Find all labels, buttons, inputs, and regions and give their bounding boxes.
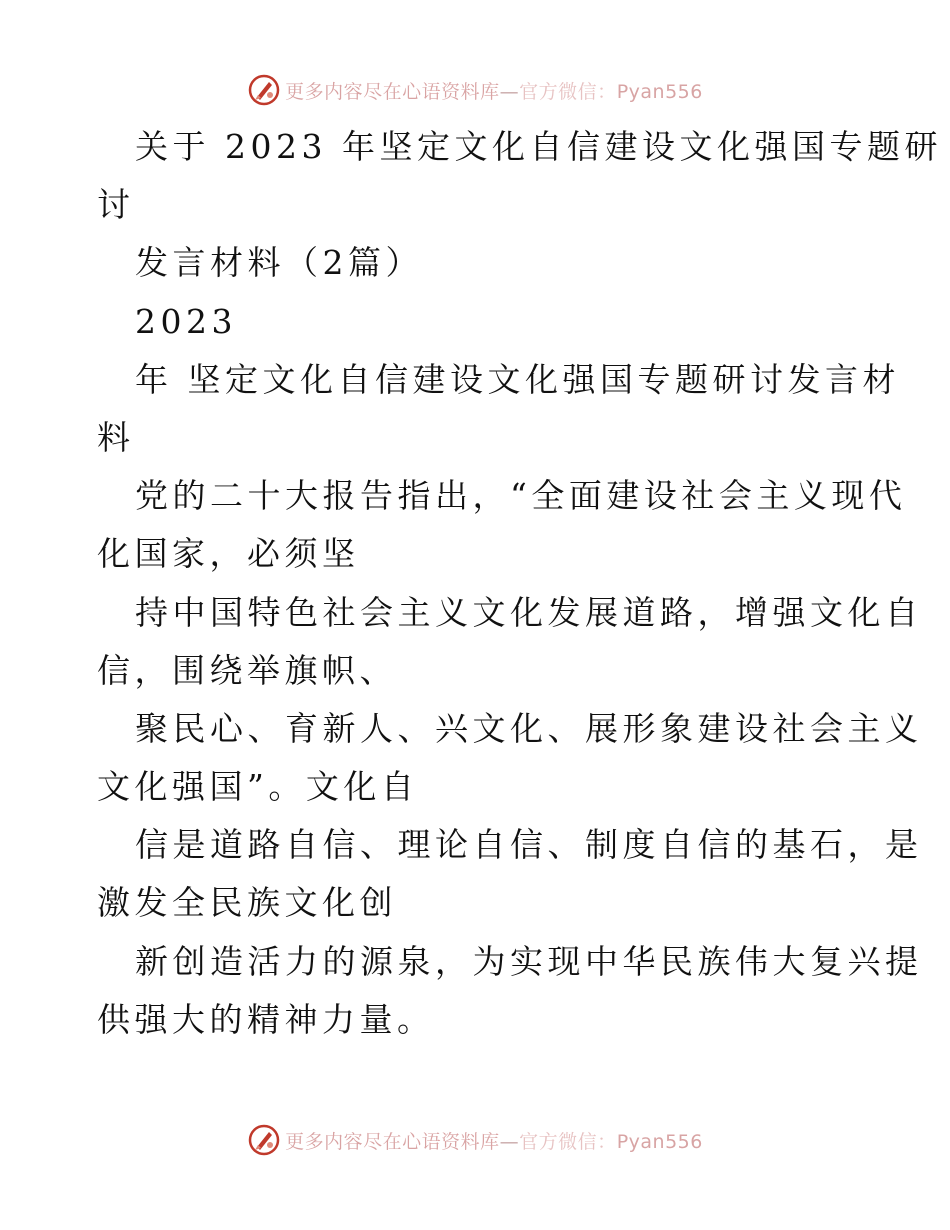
paragraph-line: 信是道路自信、理论自信、制度自信的基石，是 — [135, 825, 923, 865]
title-line-3: 发言材料（2篇） — [135, 243, 423, 283]
paragraph-line: 激发全民族文化创 — [97, 883, 397, 923]
watermark-wechat-id: Pyan556 — [616, 1130, 703, 1153]
paragraph-line: 文化强国”。文化自 — [97, 767, 419, 807]
paragraph-line: 新创造活力的源泉，为实现中华民族伟大复兴提 — [135, 941, 923, 981]
watermark-separator: — — [499, 1130, 520, 1153]
library-logo-icon — [247, 1123, 281, 1157]
watermark-wechat-label: 官方微信： — [519, 80, 617, 103]
watermark-main: 更多内容尽在心语资料库 — [285, 80, 500, 103]
paragraph-line: 信，围绕举旗帜、 — [97, 650, 397, 690]
watermark-main: 更多内容尽在心语资料库 — [285, 1130, 500, 1153]
paragraph-line: 党的二十大报告指出，“全面建设社会主义现代 — [135, 476, 907, 516]
paragraph-line: 供强大的精神力量。 — [97, 999, 435, 1039]
watermark-wechat-label: 官方微信： — [519, 1130, 617, 1153]
header-watermark — [0, 70, 950, 110]
watermark-separator: — — [499, 80, 520, 103]
watermark-wechat-id: Pyan556 — [616, 80, 703, 103]
watermark-text — [285, 1127, 703, 1154]
library-logo-icon — [247, 73, 281, 107]
subtitle-line-2: 料 — [97, 417, 135, 457]
subtitle-year: 2023 — [135, 301, 237, 341]
paragraph-line: 聚民心、育新人、兴文化、展形象建设社会主义 — [135, 708, 923, 748]
paragraph-line: 化国家，必须坚 — [97, 534, 360, 574]
paragraph-line: 持中国特色社会主义文化发展道路，增强文化自 — [135, 592, 923, 632]
footer-watermark — [0, 1120, 950, 1160]
watermark-text — [285, 77, 703, 104]
title-line-1: 关于 2023 年坚定文化自信建设文化强国专题研 — [135, 127, 942, 166]
title-line-2: 讨 — [97, 185, 135, 225]
document-body — [97, 118, 942, 1049]
subtitle-line-1: 年 坚定文化自信建设文化强国专题研讨发言材 — [135, 359, 900, 399]
